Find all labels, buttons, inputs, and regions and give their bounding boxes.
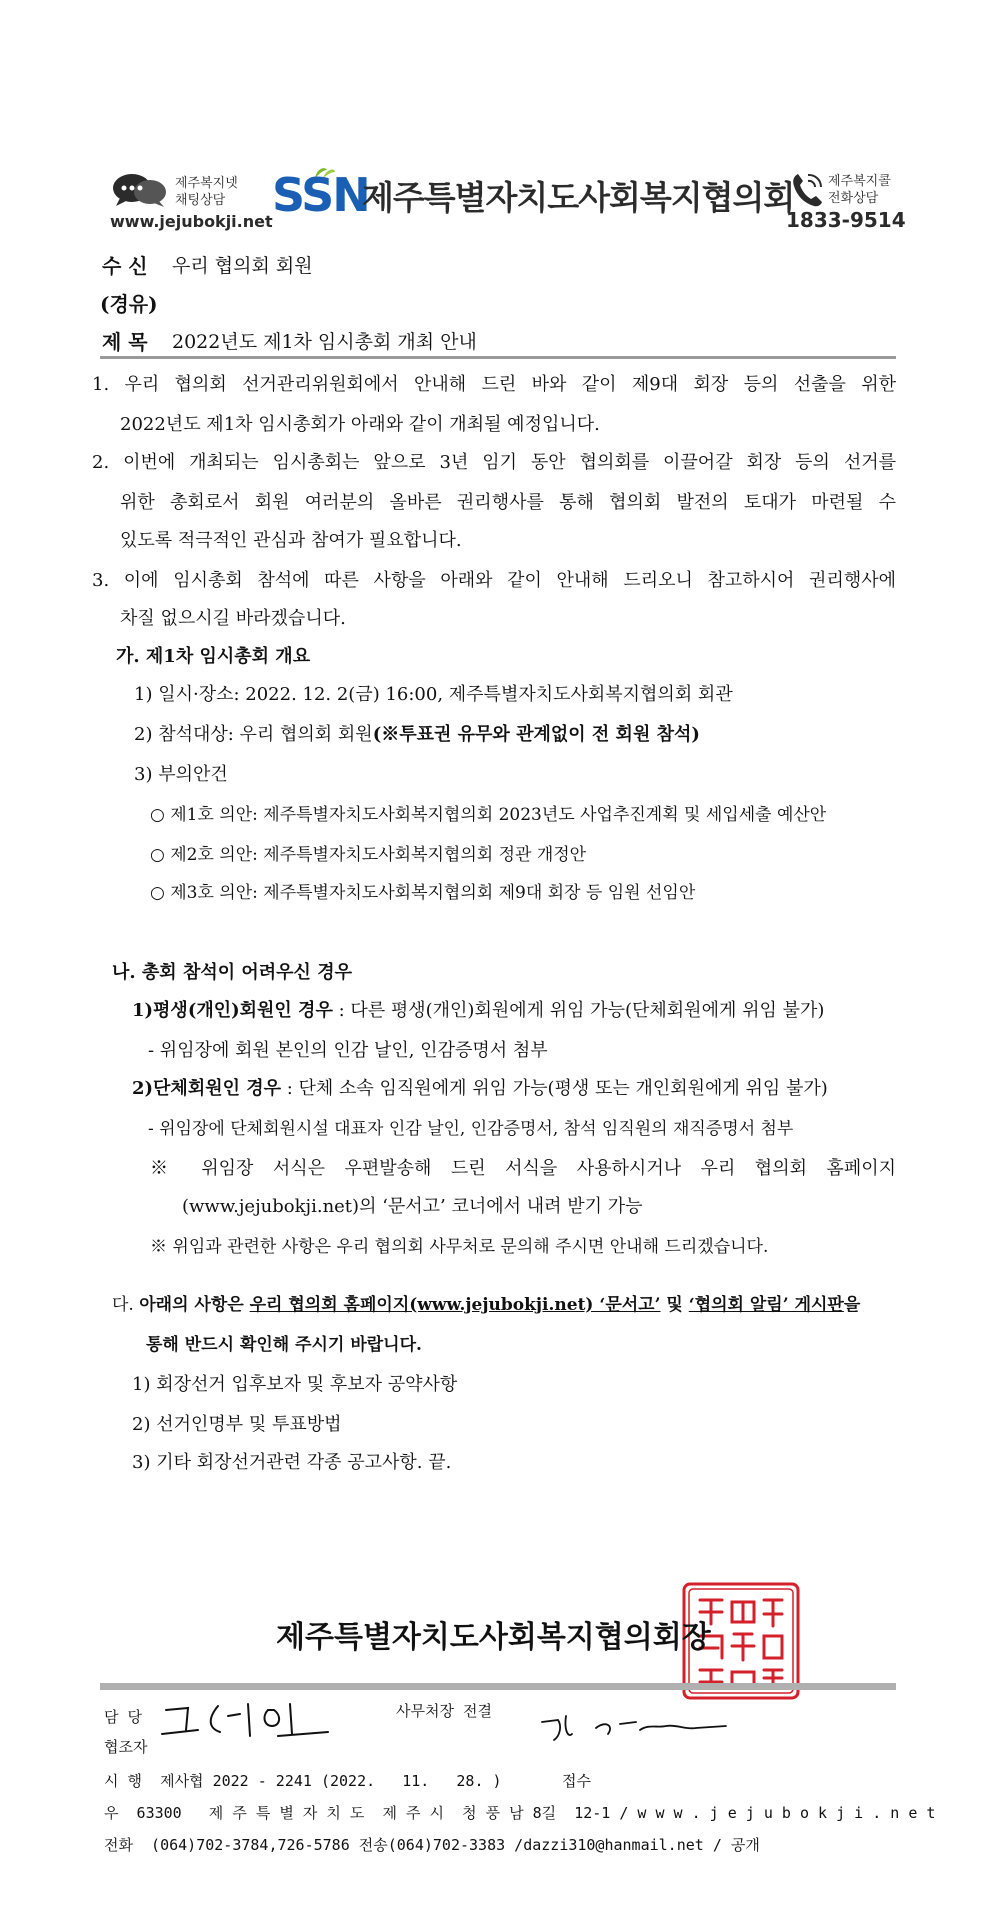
footer-divider xyxy=(100,1683,896,1690)
header-website: www.jejubokji.net xyxy=(110,212,273,231)
na-item-2-sub: - 위임장에 단체회원시설 대표자 인감 날인, 인감증명서, 참석 임직원의 재직증명서 첨부 xyxy=(148,1119,794,1139)
agenda-item-1: ○ 제1호 의안: 제주특별자치도사회복지협의회 2023년도 사업추진계획 및 세입세출 예산안 xyxy=(150,805,827,825)
homepage-link[interactable]: 우리 협의회 홈페이지(www.jejubokji.net) ‘문서고’ xyxy=(249,1295,661,1315)
para-2-line-1: 2. 이번에 개최되는 임시총회는 앞으로 3년 임기 동안 협의회를 이끌어갈 회장 등의 선거를 xyxy=(92,452,896,473)
subject: 2022년도 제1차 임시총회 개최 안내 xyxy=(172,331,477,353)
da-item-3: 3) 기타 회장선거관련 각종 공고사항. 끝. xyxy=(132,1452,452,1473)
receipt-label: 접수 xyxy=(562,1772,591,1790)
note-2: ※ 위임과 관련한 사항은 우리 협의회 사무처로 문의해 주시면 안내해 드리겠습니다. xyxy=(150,1237,769,1257)
ga-item-2 xyxy=(134,724,700,746)
recipient: 우리 협의회 회원 xyxy=(172,255,313,277)
issue-number: 시 행 제사협 2022 - 2241 (2022. 11. 28. ) xyxy=(104,1772,502,1790)
section-da-line-2: 통해 반드시 확인해 주시기 바랍니다. xyxy=(146,1335,422,1355)
phone-icon xyxy=(790,172,824,208)
ga-item-3: 3) 부의안건 xyxy=(134,764,228,785)
secretary-signature xyxy=(536,1706,736,1746)
para-2-line-2: 위한 총회로서 회원 여러분의 올바른 권리행사를 통해 협의회 발전의 토대가 마련될 수 xyxy=(120,492,896,513)
secretary-label: 사무처장 전결 xyxy=(396,1702,492,1720)
section-na-title: 나. 총회 참석이 어려우신 경우 xyxy=(112,962,352,983)
staff-signature xyxy=(158,1696,338,1742)
coop-label: 협조자 xyxy=(104,1738,148,1756)
para-1-line-1: 1. 우리 협의회 선거관리위원회에서 안내해 드린 바와 같이 제9대 회장 등의 선출을 위한 xyxy=(92,374,896,395)
na-item-2-text: : 단체 소속 임직원에게 위임 가능(평생 또는 개인회원에게 위임 불가) xyxy=(281,1078,828,1099)
org-name: 제주특별자치도사회복지협의회 xyxy=(362,178,795,217)
recipient-label: 수 신 xyxy=(102,254,148,278)
na-item-1 xyxy=(132,1000,824,1022)
section-da-mid: 및 xyxy=(660,1295,689,1315)
na-item-1-text: : 다른 평생(개인)회원에게 위임 가능(단체회원에게 위임 불가) xyxy=(332,1000,825,1021)
para-3-line-1: 3. 이에 임시총회 참석에 따른 사항을 아래와 같이 안내해 드리오니 참고하시어 권리행사에 xyxy=(92,570,896,591)
agenda-item-3: ○ 제3호 의안: 제주특별자치도사회복지협의회 제9대 회장 등 임원 선임안 xyxy=(150,883,696,903)
na-item-1-sub: - 위임장에 회원 본인의 인감 날인, 인감증명서 첨부 xyxy=(148,1040,548,1061)
ga-item-1: 1) 일시·장소: 2022. 12. 2(금) 16:00, 제주특별자치도사회복지협의회 회관 xyxy=(134,684,733,705)
section-da-bold: 아래의 사항은 xyxy=(139,1295,250,1315)
call-label-1: 제주복지콜 xyxy=(828,174,891,189)
subject-label: 제 목 xyxy=(102,330,148,354)
via-label: (경유) xyxy=(100,292,158,316)
ssn-logo: SSN xyxy=(272,168,369,222)
section-da-end: 을 xyxy=(843,1295,861,1315)
da-item-1: 1) 회장선거 입후보자 및 후보자 공약사항 xyxy=(132,1374,458,1395)
section-da-line-1 xyxy=(112,1294,860,1316)
na-item-2-heading: 2)단체회원인 경우 xyxy=(132,1078,282,1099)
charge-label: 담 당 xyxy=(104,1708,143,1726)
sender-name: 제주특별자치도사회복지협의회장 xyxy=(276,1620,711,1655)
chat-bubble-icon xyxy=(112,172,168,208)
section-ga-title: 가. 제1차 임시총회 개요 xyxy=(116,646,311,667)
chat-label-2: 채팅상담 xyxy=(175,193,226,208)
header xyxy=(0,160,992,240)
contact: 전화 (064)702-3784,726-5786 전송(064)702-3383 /dazzi310@hanmail.net / 공개 xyxy=(104,1836,760,1854)
para-3-line-2: 차질 없으시길 바라겠습니다. xyxy=(120,608,346,629)
subject-divider xyxy=(100,356,896,359)
notice-board-link[interactable]: ‘협의회 알림’ 게시판 xyxy=(688,1295,844,1315)
agenda-item-2: ○ 제2호 의안: 제주특별자치도사회복지협의회 정관 개정안 xyxy=(150,845,587,865)
para-1-line-2: 2022년도 제1차 임시총회가 아래와 같이 개최될 예정입니다. xyxy=(120,414,600,435)
na-item-2 xyxy=(132,1078,828,1100)
ga-item-2-text: 2) 참석대상: 우리 협의회 회원 xyxy=(134,724,373,745)
note-1-line-2: (www.jejubokji.net)의 ‘문서고’ 코너에서 내려 받기 가능 xyxy=(182,1196,643,1217)
para-2-line-3: 있도록 적극적인 관심과 참여가 필요합니다. xyxy=(120,530,462,551)
section-da-prefix: 다. xyxy=(112,1295,140,1315)
note-1-line-1: ※ 위임장 서식은 우편발송해 드린 서식을 사용하시거나 우리 협의회 홈페이지 xyxy=(150,1158,896,1179)
da-item-2: 2) 선거인명부 및 투표방법 xyxy=(132,1414,342,1435)
call-label-2: 전화상담 xyxy=(828,191,879,206)
address: 우 63300 제 주 특 별 자 치 도 제 주 시 청 풍 남 8길 12-1 / w w w . j e j u b o k j i . n e t xyxy=(104,1804,936,1822)
ga-item-2-emphasis: (※투표권 유무와 관계없이 전 회원 참석) xyxy=(372,724,700,745)
na-item-1-heading: 1)평생(개인)회원인 경우 xyxy=(132,1000,333,1021)
call-number: 1833-9514 xyxy=(786,208,906,232)
chat-label-1: 제주복지넷 xyxy=(175,176,238,191)
